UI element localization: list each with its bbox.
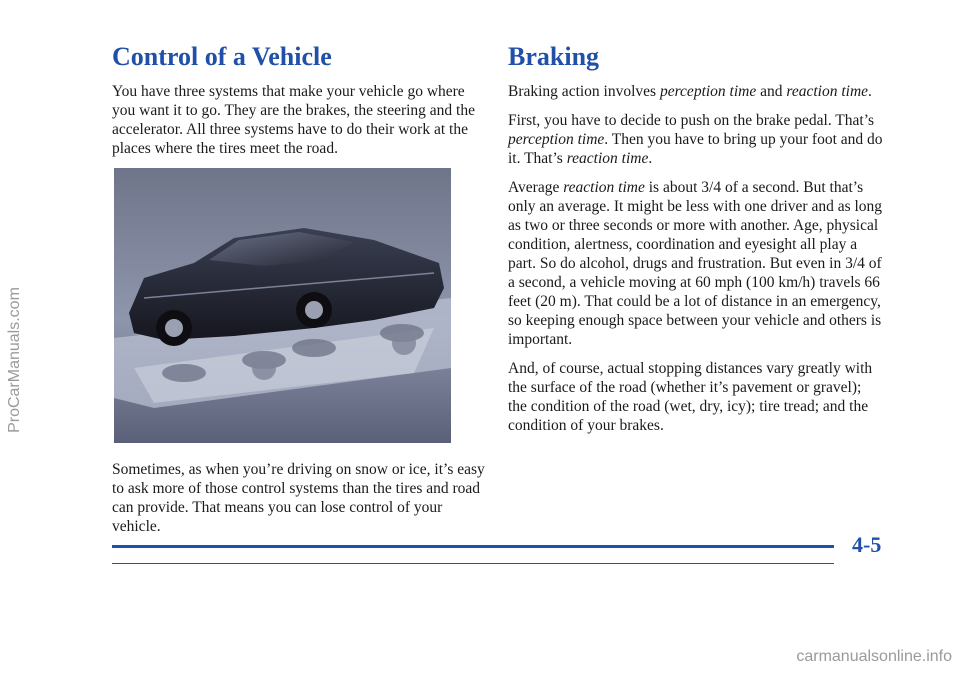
section-title-control: Control of a Vehicle xyxy=(112,42,332,71)
right-column xyxy=(508,42,883,445)
footer-rule xyxy=(112,545,834,548)
braking-paragraph-3 xyxy=(508,178,883,349)
section-title-braking: Braking xyxy=(508,42,600,71)
text-run: Average xyxy=(508,179,564,196)
emphasis-term: reaction time xyxy=(566,150,649,167)
text-run: and xyxy=(756,83,787,100)
footer-rule-thin xyxy=(112,563,834,564)
text-run: First, you have to decide to push on the brake pedal. That’s xyxy=(508,112,875,129)
text-run: Braking action involves xyxy=(508,83,660,100)
emphasis-term: reaction time xyxy=(563,179,645,196)
braking-paragraph-1 xyxy=(508,82,883,101)
text-run: . Then you have to bring up your foot and do it. That’s xyxy=(508,131,883,167)
braking-paragraph-2 xyxy=(508,111,883,168)
text-run: is about 3/4 of a second. But that’s only an average. It might be less with one driver and as long as two or three seconds or more with another. Age, physical condition, alertness, coordination and eyesight all play a part. So do alcohol, drugs and frustration. But even in 3/4 of a second, a vehicle moving at 60 mph (100 km/h) travels 66 feet (20 m). That could be a lot of distance in an emergency, so keeping enough space between your vehicle and others is important. xyxy=(508,179,883,348)
footer-watermark: carmanualsonline.info xyxy=(796,648,952,665)
left-column xyxy=(112,42,487,168)
text-run: . xyxy=(868,83,872,100)
text-run: . xyxy=(648,150,653,167)
car-illustration xyxy=(114,168,451,443)
braking-paragraph-4: And, of course, actual stopping distances vary greatly with the surface of the road (whether it’s pavement or gravel); the condition of the road (wet, dry, icy); tire tread; and the condition of your brakes. xyxy=(508,360,873,434)
side-watermark-text: ProCarManuals.com xyxy=(6,287,23,433)
side-watermark xyxy=(2,150,28,570)
left-bottom-text xyxy=(112,460,487,546)
emphasis-term: perception time xyxy=(659,83,757,100)
emphasis-term: reaction time xyxy=(786,83,869,100)
bottom-paragraph: Sometimes, as when you’re driving on snow or ice, it’s easy to ask more of those control systems than the tires and road can provide. That means you can lose control of your vehicle. xyxy=(112,461,485,535)
intro-paragraph: You have three systems that make your vehicle go where you want it to go. They are the brakes, the steering and the accelerator. All three systems have to do their work at the places where the tires meet the road. xyxy=(112,83,475,157)
emphasis-term: perception time xyxy=(508,131,605,148)
page-number: 4-5 xyxy=(852,532,882,557)
